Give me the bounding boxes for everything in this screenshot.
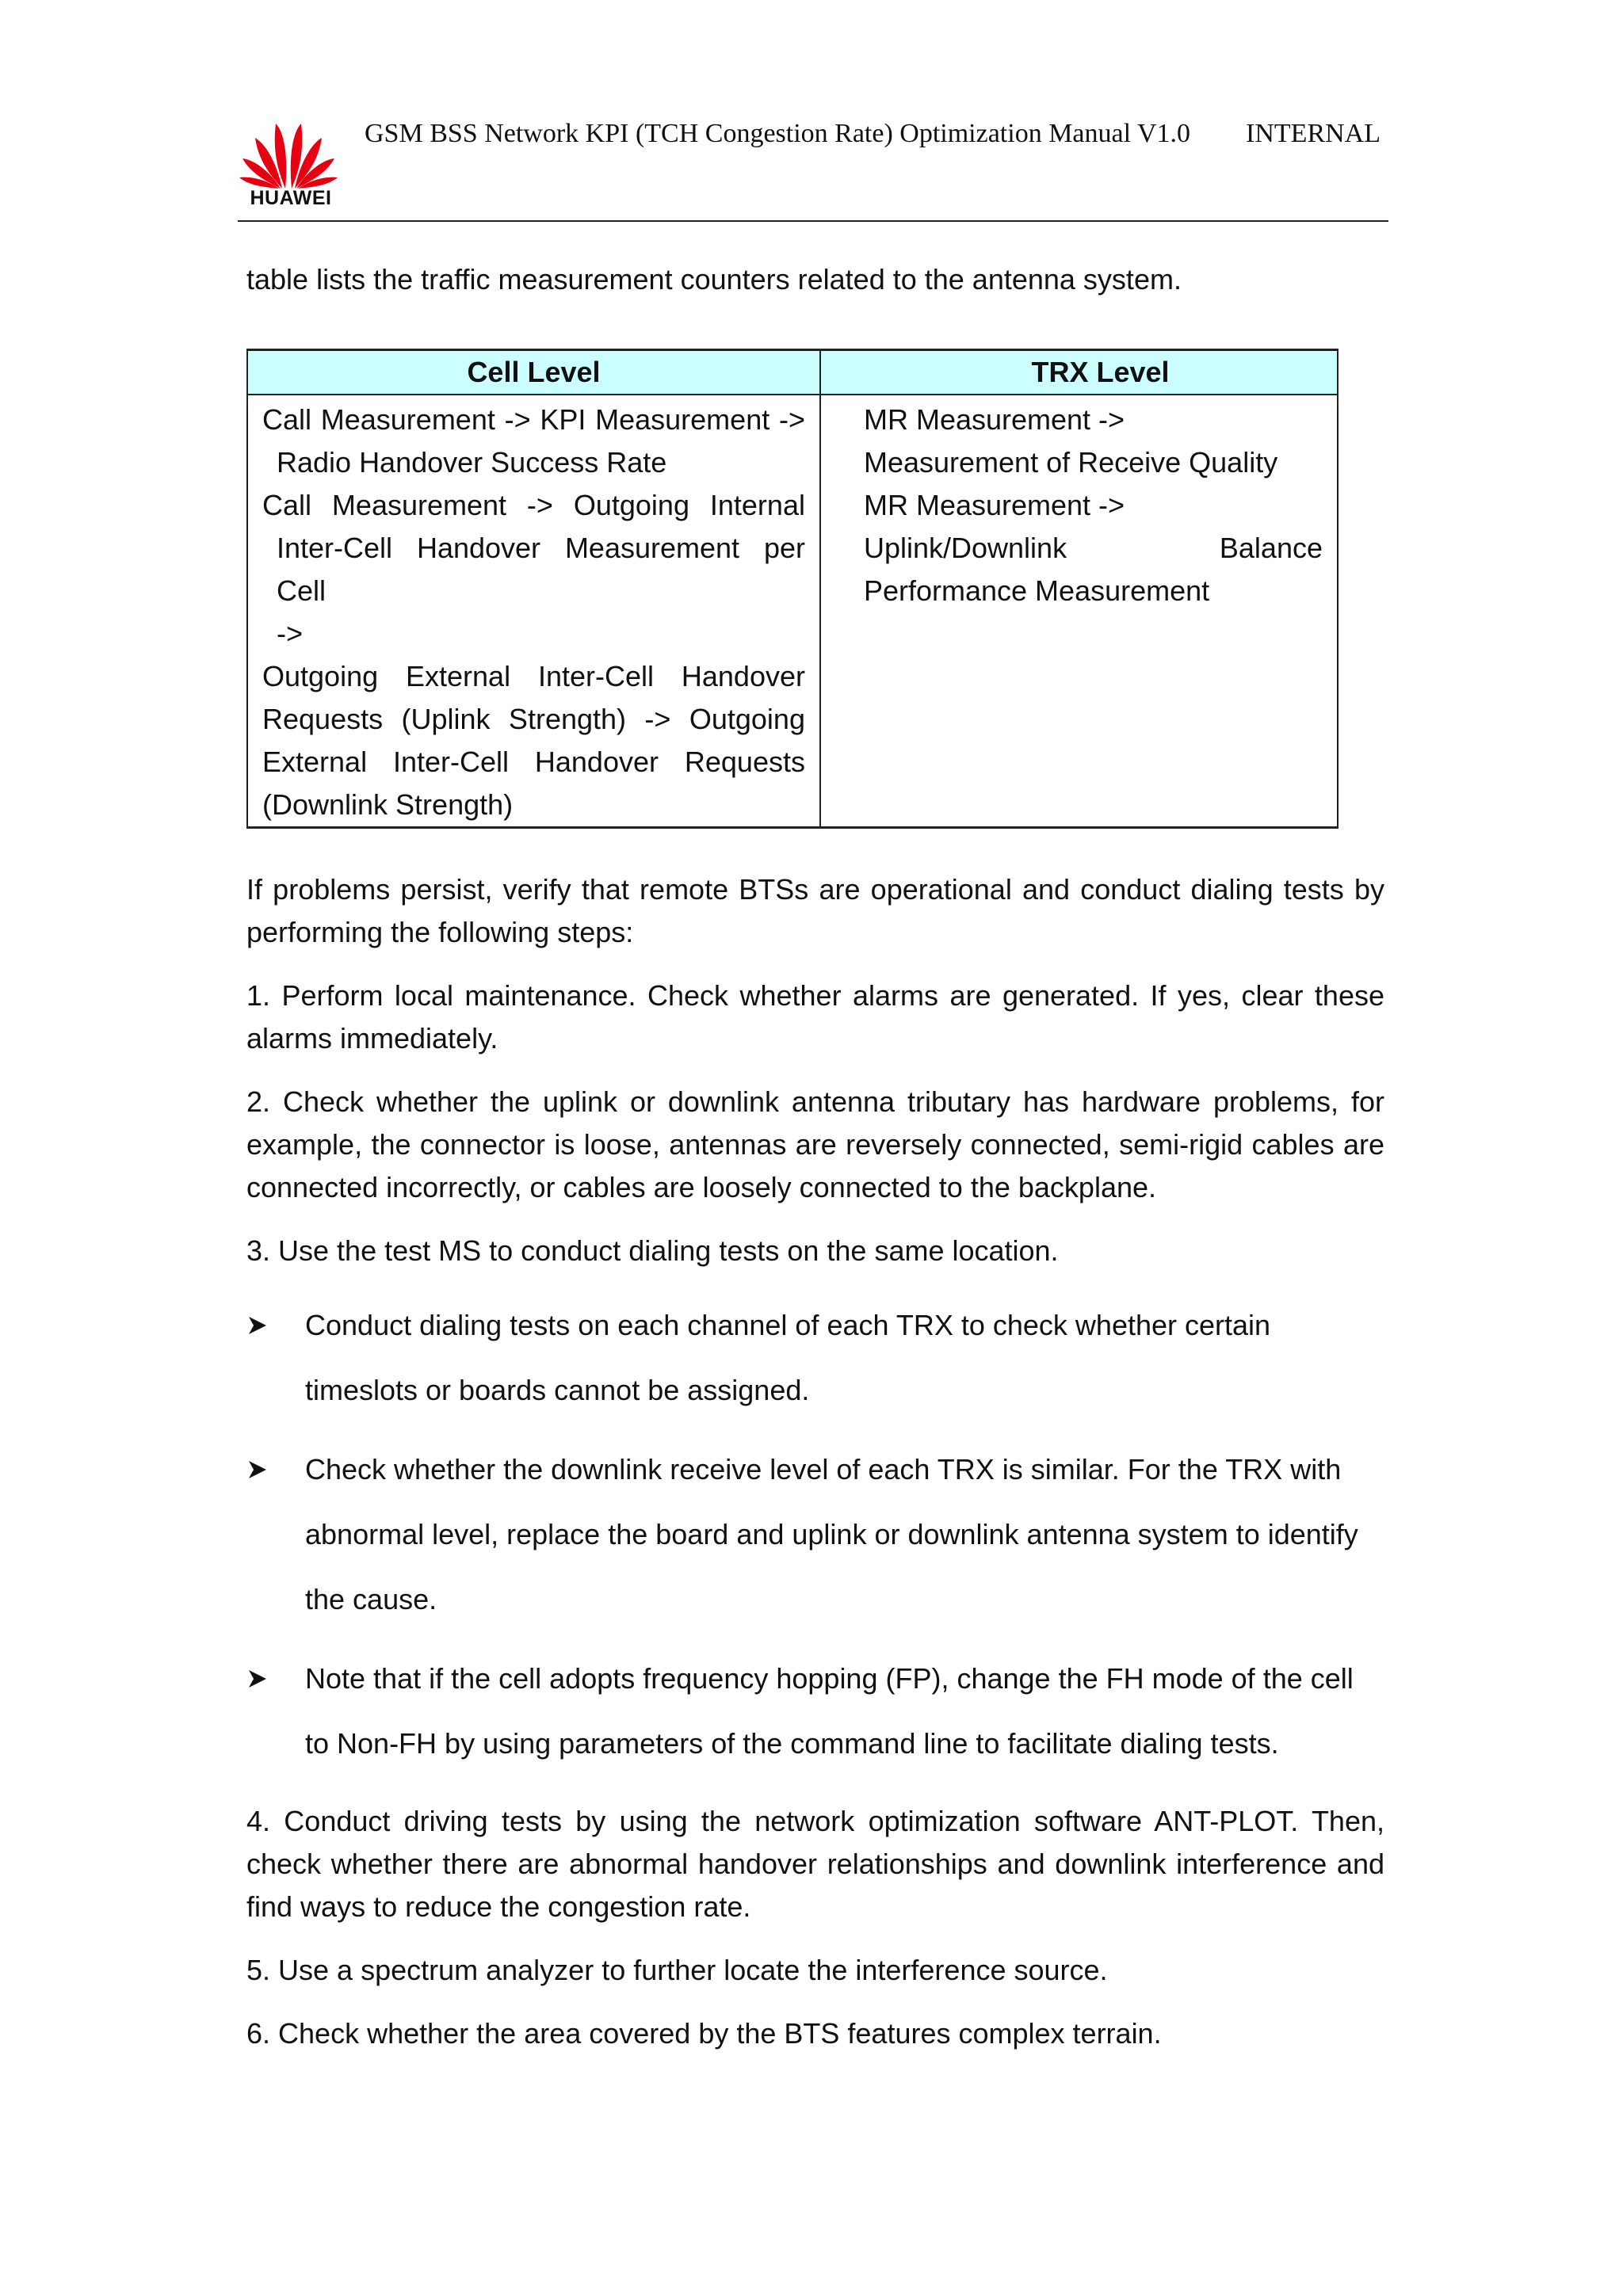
trx-item-2-line-1: MR Measurement -> — [863, 489, 1125, 521]
page-header — [238, 111, 1388, 222]
document-title: GSM BSS Network KPI (TCH Congestion Rate) Optimization Manual V1.0 — [365, 119, 1190, 148]
arrowhead-bullet-icon — [246, 1293, 270, 1358]
huawei-logo-text: HUAWEI — [250, 187, 332, 209]
cell-item-3: Outgoing External Inter-Cell Handover Requests (Uplink Strength) -> Outgoing External Inter-Cell Handover Requests (Downlink Strength) — [262, 660, 805, 821]
step-6: 6. Check whether the area covered by the BTS features complex terrain. — [246, 2017, 1162, 2050]
bullet-text: Conduct dialing tests on each channel of each TRX to check whether certain timeslots or boards cannot be assigned. — [305, 1309, 1271, 1406]
huawei-petals-icon — [238, 114, 339, 190]
step-4: 4. Conduct driving tests by using the network optimization software ANT-PLOT. Then, check whether there are abnormal handover relationships and downlink interference and find ways to reduce the congestion rate. — [246, 1805, 1384, 1923]
table-row — [247, 395, 1338, 828]
arrowhead-bullet-icon — [246, 1646, 270, 1711]
counter-table — [246, 349, 1338, 829]
cell-item-1-line-1: Call Measurement -> KPI Measurement -> — [262, 403, 805, 436]
trx-item-1-line-2: Measurement of Receive Quality — [863, 446, 1278, 479]
cell-item-1-line-2: Radio Handover Success Rate — [277, 446, 667, 479]
bullet-item — [246, 1437, 1384, 1632]
header-trx-level: TRX Level — [820, 350, 1338, 395]
step-1: 1. Perform local maintenance. Check whether alarms are generated. If yes, clear these alarms immediately. — [246, 979, 1384, 1055]
bullet-item — [246, 1293, 1384, 1423]
trx-item-2-line-2: Uplink/Downlink Balance Performance Measurement — [863, 532, 1323, 607]
cell-item-2-line-2: Inter-Cell Handover Measurement per Cell — [277, 532, 805, 607]
intro-paragraph: table lists the traffic measurement counters related to the antenna system. — [246, 263, 1182, 296]
trx-level-cell — [820, 395, 1338, 828]
step-3: 3. Use the test MS to conduct dialing tests on the same location. — [246, 1234, 1059, 1267]
bullet-text: Note that if the cell adopts frequency hopping (FP), change the FH mode of the cell to Non-FH by using parameters of the command line to facilitate dialing tests. — [305, 1662, 1354, 1760]
cell-item-2-line-3: -> — [277, 617, 304, 650]
table-header-row — [247, 350, 1338, 395]
page-content — [246, 258, 1384, 2076]
step-5: 5. Use a spectrum analyzer to further locate the interference source. — [246, 1954, 1108, 1986]
classification-label: INTERNAL — [1246, 119, 1381, 148]
cell-level-cell — [247, 395, 820, 828]
step-2: 2. Check whether the uplink or downlink antenna tributary has hardware problems, for example, the connector is loose, antennas are reversely connected, semi-rigid cables are connected incorrectly, or cables are loosely connected to the backplane. — [246, 1085, 1384, 1203]
cell-item-2-line-1: Call Measurement -> Outgoing Internal — [262, 489, 805, 521]
bullet-text: Check whether the downlink receive level of each TRX is similar. For the TRX with abnormal level, replace the board and uplink or downlink antenna system to identify the cause. — [305, 1453, 1358, 1615]
bullet-item — [246, 1646, 1384, 1776]
header-cell-level: Cell Level — [247, 350, 820, 395]
arrowhead-bullet-icon — [246, 1437, 270, 1502]
trx-item-1-line-1: MR Measurement -> — [863, 403, 1125, 436]
paragraph-persist: If problems persist, verify that remote BTSs are operational and conduct dialing tests by performing the following steps: — [246, 873, 1384, 948]
